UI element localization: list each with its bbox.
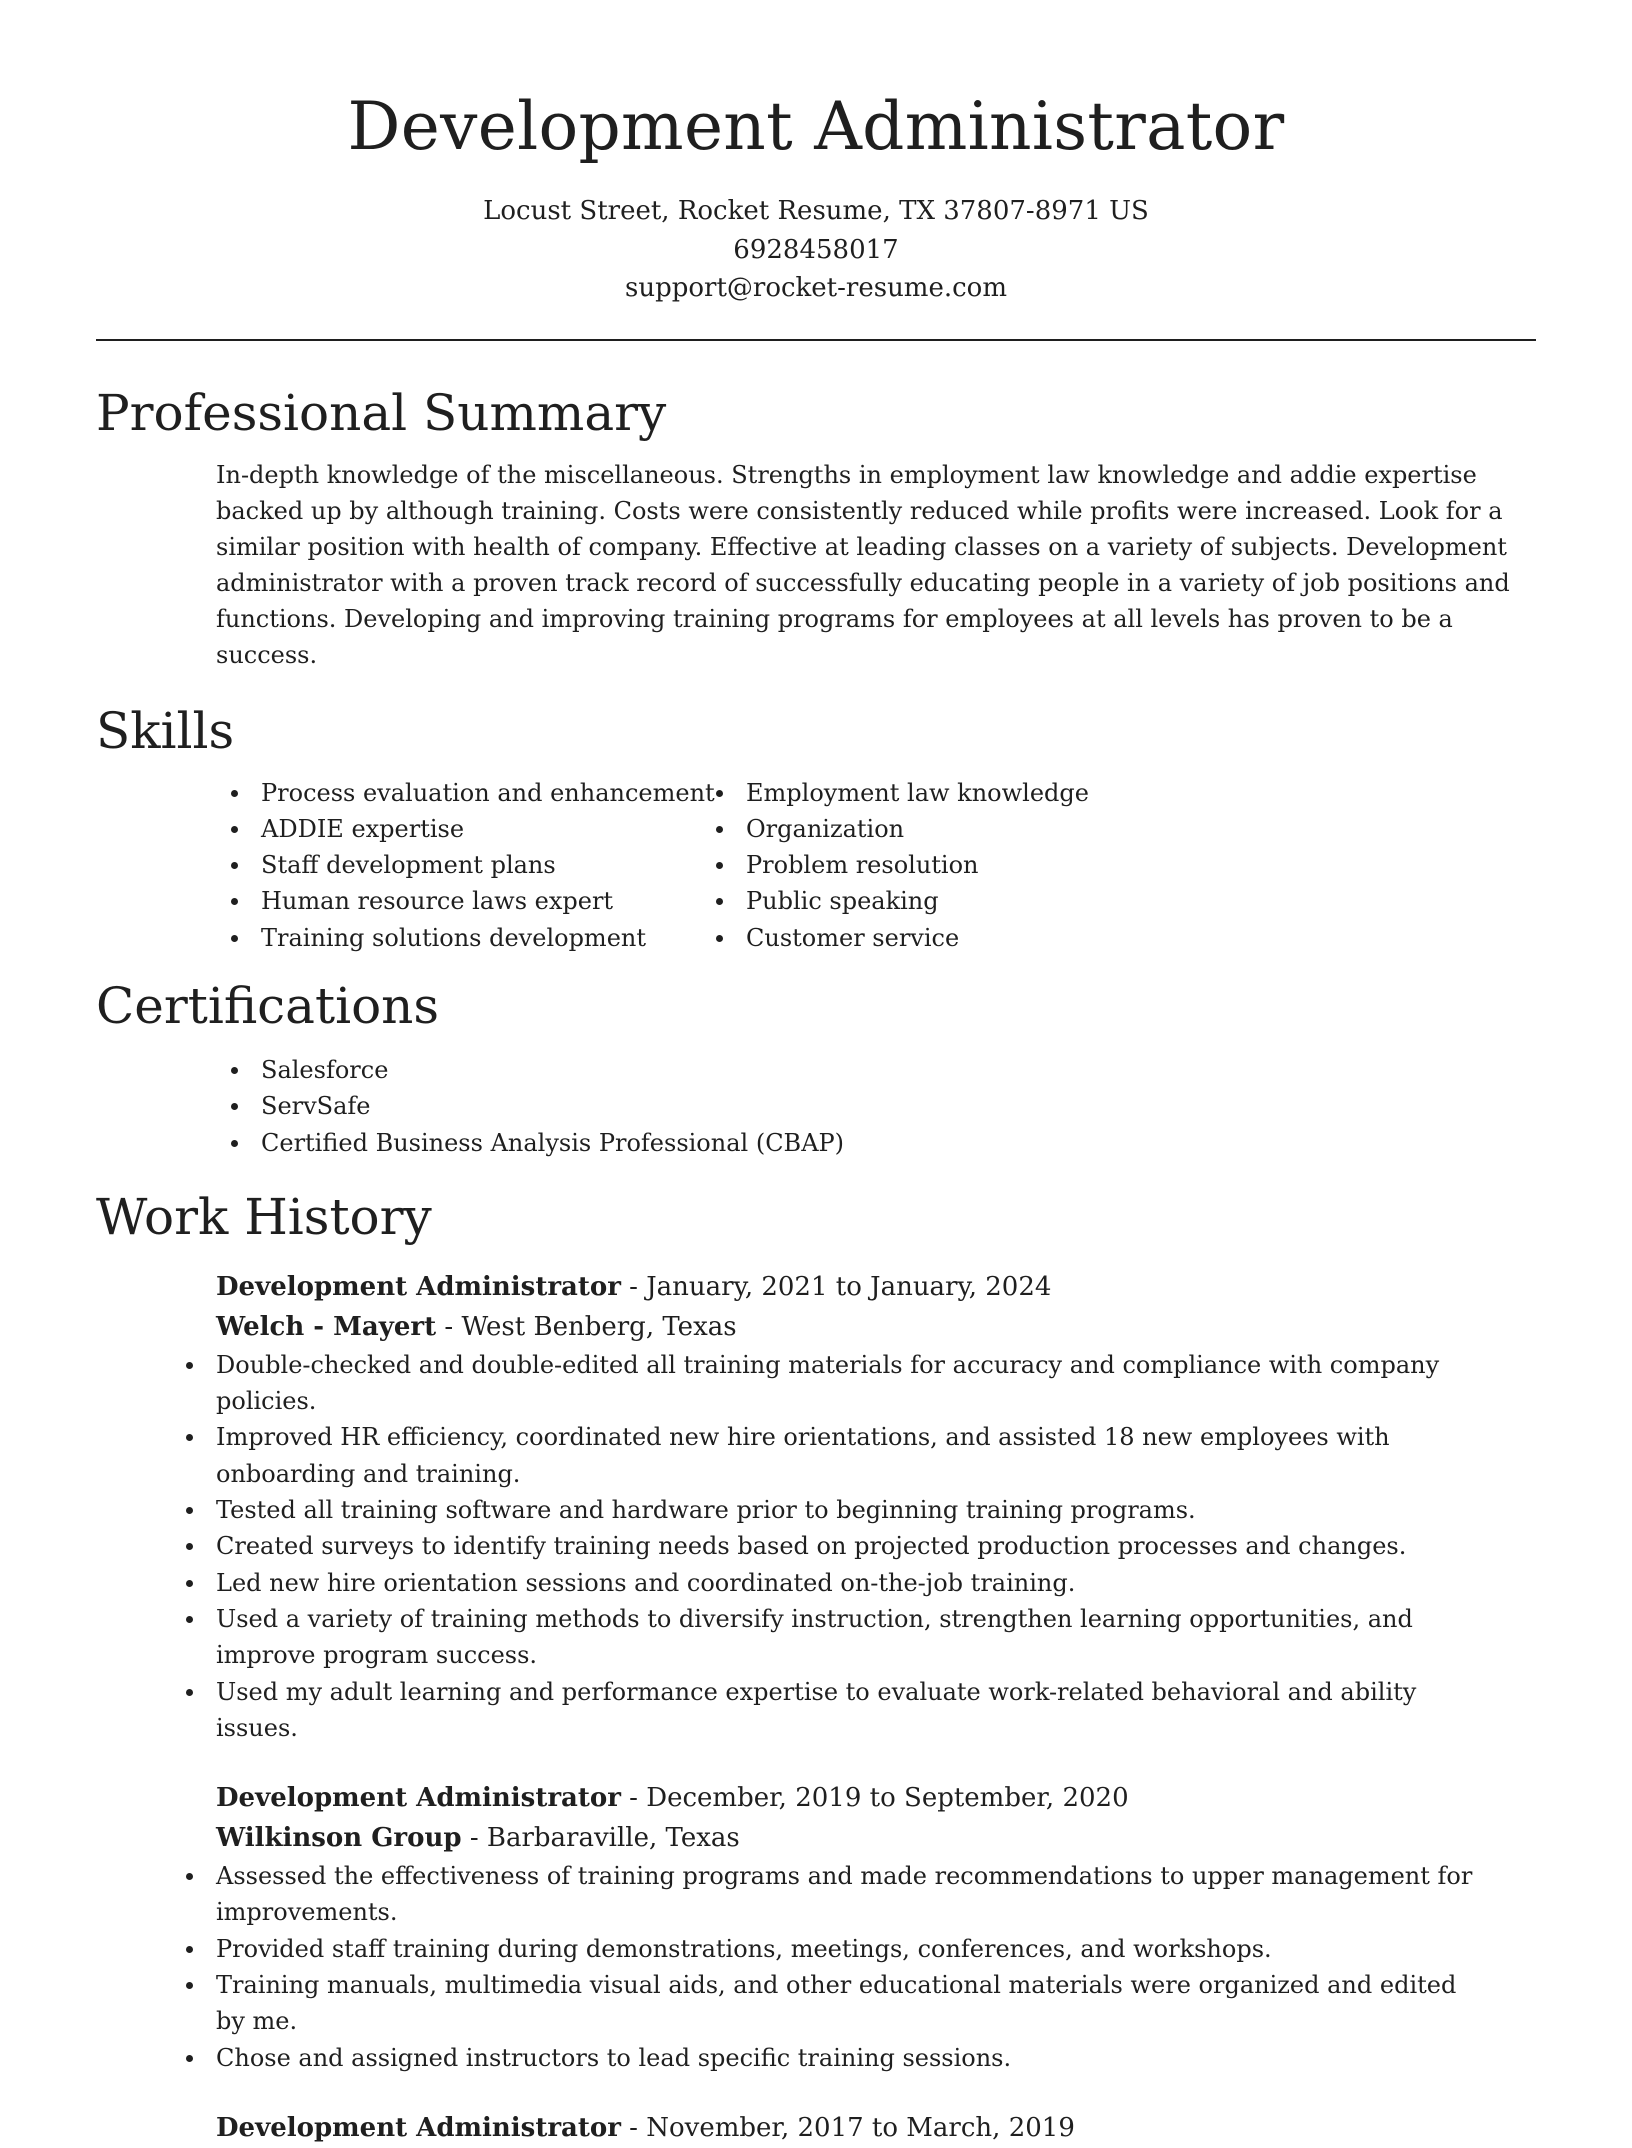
job-role: Development Administrator (216, 1783, 621, 1814)
job-duty: Improved HR efficiency, coordinated new hire orientations, and assisted 18 new employees with onboarding and training. (216, 1419, 1486, 1492)
skills-column-right (746, 775, 1396, 956)
job-duty: Led new hire orientation sessions and coordinated on-the-job training. (216, 1565, 1486, 1601)
skills-heading: Skills (96, 701, 235, 760)
candidate-name: Development Administrator (347, 88, 1285, 165)
job-duty: Created surveys to identify training needs based on projected production processes and changes. (216, 1528, 1486, 1564)
summary-text: In-depth knowledge of the miscellaneous. Strengths in employment law knowledge and addie expertise backed up by although training. Costs were consistently reduced while profits were increased. Look for a similar position with health of company. Effective at leading classes on a variety of subjects. Development administrator with a proven track record of successfully educating people in a variety of job positions and functions. Developing and improving training programs for employees at all levels has proven to be a success. (216, 460, 1510, 669)
job-company-line (216, 1818, 1536, 1858)
job-dates: - January, 2021 to January, 2024 (620, 1271, 1052, 1302)
email: support@rocket-resume.com (624, 273, 1007, 303)
job-location: - Barbaraville, Texas (461, 1823, 740, 1854)
job-company-line (216, 1307, 1536, 1347)
contact-info (96, 192, 1536, 308)
certifications-list (96, 1052, 1536, 1161)
job-duty: Double-checked and double-edited all training materials for accuracy and compliance with company policies. (216, 1347, 1486, 1420)
certification-item: Salesforce (261, 1052, 1536, 1088)
skills-list (96, 775, 1536, 956)
job-entry (216, 1778, 1536, 2076)
phone: 6928458017 (733, 234, 899, 265)
job-dates: - November, 2017 to March, 2019 (620, 2112, 1075, 2143)
job-company: Wilkinson Group (216, 1823, 462, 1854)
certifications-heading: Certifications (96, 976, 440, 1035)
resume-header (96, 0, 1536, 341)
skill-item: Process evaluation and enhancement (261, 775, 746, 811)
job-duty: Used my adult learning and performance expertise to evaluate work-related behavioral and ability issues. (216, 1674, 1486, 1747)
job-title-line (216, 2108, 1536, 2148)
job-entry (216, 2108, 1536, 2148)
job-duty: Training manuals, multimedia visual aids, and other educational materials were organized and edited by me. (216, 1967, 1486, 2040)
skill-item: Organization (746, 811, 1396, 847)
skills-column-left (96, 775, 746, 956)
certification-item: ServSafe (261, 1088, 1536, 1124)
job-duties (216, 1347, 1486, 1746)
job-duty: Tested all training software and hardware prior to beginning training programs. (216, 1492, 1486, 1528)
job-duty: Assessed the effectiveness of training programs and made recommendations to upper management for improvements. (216, 1858, 1486, 1931)
job-location: - West Benberg, Texas (436, 1311, 737, 1342)
job-duties (216, 1858, 1486, 2076)
certification-item: Certified Business Analysis Professional (CBAP) (261, 1125, 1536, 1161)
job-title-line (216, 1267, 1536, 1307)
job-duty: Used a variety of training methods to diversify instruction, strengthen learning opportunities, and improve program success. (216, 1601, 1486, 1674)
job-role: Development Administrator (216, 2112, 621, 2143)
skill-item: Customer service (746, 920, 1396, 956)
job-dates: - December, 2019 to September, 2020 (620, 1783, 1129, 1814)
skill-item: Training solutions development (261, 920, 746, 956)
skill-item: Human resource laws expert (261, 883, 746, 919)
job-role: Development Administrator (216, 1271, 621, 1302)
job-duty: Chose and assigned instructors to lead specific training sessions. (216, 2040, 1486, 2076)
job-title-line (216, 1778, 1536, 1818)
summary-heading: Professional Summary (96, 383, 667, 442)
skill-item: ADDIE expertise (261, 811, 746, 847)
resume-page (96, 0, 1536, 2143)
work-history-heading: Work History (96, 1187, 432, 1246)
job-company: Welch - Mayert (216, 1311, 437, 1342)
skill-item: Problem resolution (746, 847, 1396, 883)
job-duty: Provided staff training during demonstrations, meetings, conferences, and workshops. (216, 1931, 1486, 1967)
skill-item: Employment law knowledge (746, 775, 1396, 811)
skill-item: Public speaking (746, 883, 1396, 919)
address: Locust Street, Rocket Resume, TX 37807-8971 US (483, 196, 1149, 226)
job-entry (216, 1267, 1536, 1746)
skill-item: Staff development plans (261, 847, 746, 883)
header-divider (96, 339, 1536, 341)
